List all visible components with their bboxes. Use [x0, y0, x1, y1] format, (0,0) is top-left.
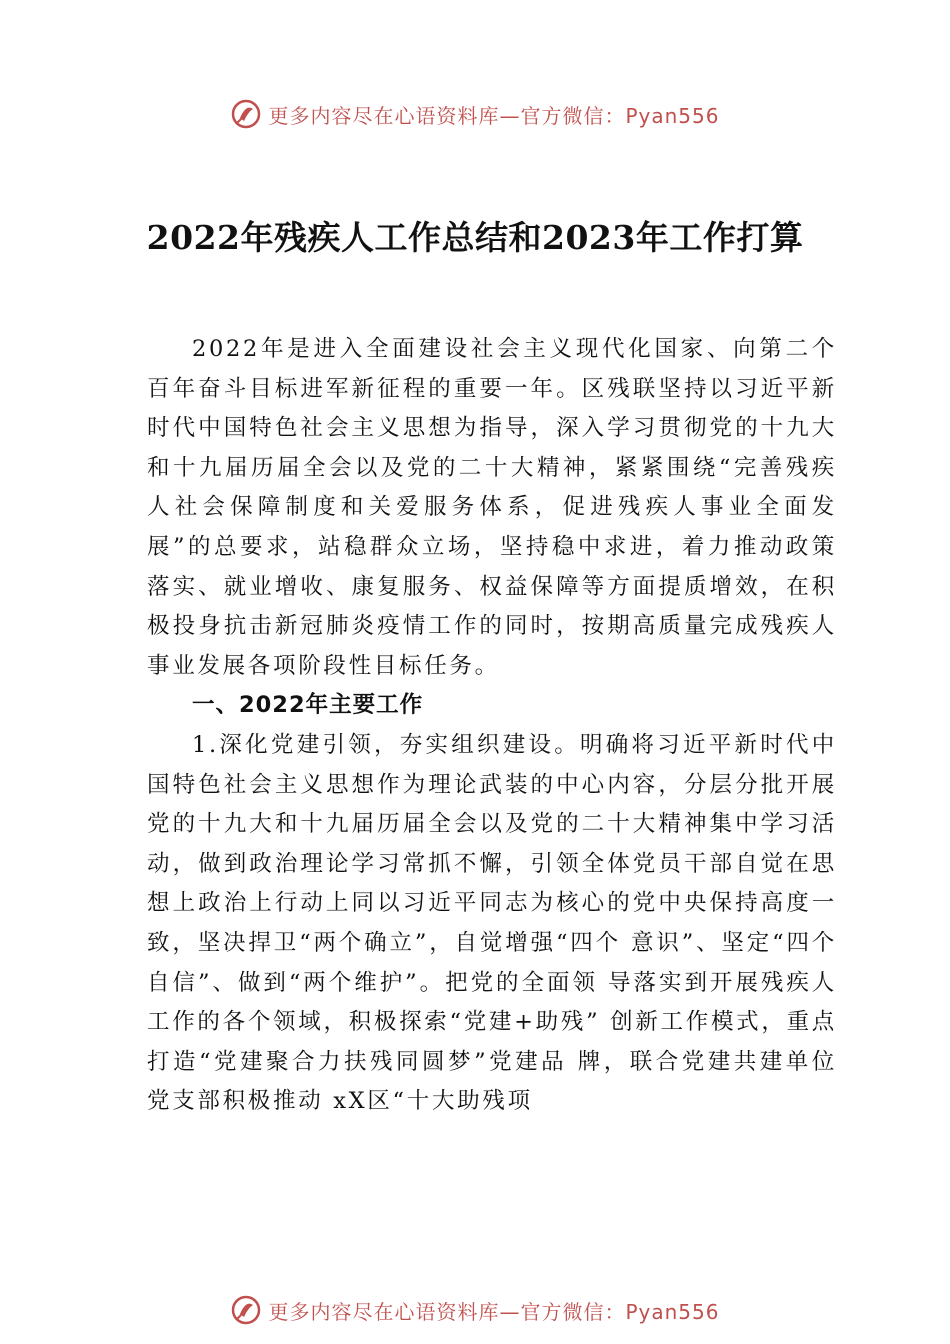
watermark-header [0, 94, 950, 134]
watermark-text: 更多内容尽在心语资料库—官方微信：Pyan556 [268, 103, 720, 128]
watermark-logo-icon [230, 98, 262, 130]
document-title: 2022年残疾人工作总结和2023年工作打算 [146, 218, 804, 257]
intro-paragraph: 2022年是进入全面建设社会主义现代化国家、向第二个百年奋斗目标进军新征程的重要一年。区残联坚持以习近平新时代中国特色社会主义思想为指导，深入学习贯彻党的十九大和十九届历届全会以及党的二十大精神，紧紧围绕“完善残疾人社会保障制度和关爱服务体系，促进残疾人事业全面发展”的总要求，站稳群众立场，坚持稳中求进，着力推动政策落实、就业增收、康复服务、权益保障等方面提质增效，在积极投身抗击新冠肺炎疫情工作的同时，按期高质量完成残疾人事业发展各项阶段性目标任务。 [147, 336, 837, 679]
watermark-footer [0, 1290, 950, 1330]
watermark-logo-icon [230, 1294, 262, 1326]
document-body [147, 330, 837, 1122]
section-paragraph: 1.深化党建引领，夯实组织建设。明确将习近平新时代中国特色社会主义思想作为理论武装的中心内容，分层分批开展党的十九大和十九届历届全会以及党的二十大精神集中学习活动，做到政治理论学习常抓不懈，引领全体党员干部自觉在思想上政治上行动上同以习近平同志为核心的党中央保持高度一致，坚决捍卫“两个确立”，自觉增强“四个 意识”、坚定“四个自信”、做到“两个维护”。把党的全面领 导落实到开展残疾人工作的各个领域，积极探索“党建+助残” 创新工作模式，重点打造“党建聚合力扶残同圆梦”党建品 牌，联合党建共建单位党支部积极推动 xX区“十大助残项 [147, 731, 837, 1115]
section-heading: 一、2022年主要工作 [192, 692, 424, 719]
watermark-text: 更多内容尽在心语资料库—官方微信：Pyan556 [268, 1299, 720, 1324]
